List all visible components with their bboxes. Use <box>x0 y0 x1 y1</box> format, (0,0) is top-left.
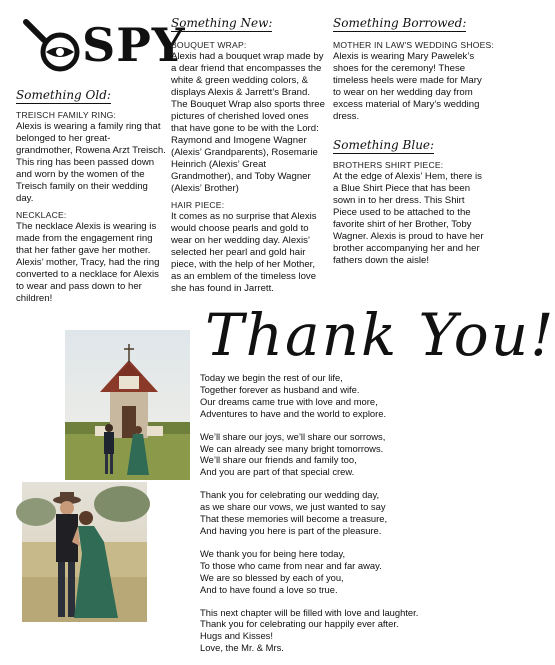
poem-line: To those who came from near and far away. <box>200 559 382 571</box>
label-shirt-piece: BROTHERS SHIRT PIECE: <box>333 160 444 170</box>
poem-line: Thank you for celebrating our wedding day, <box>200 489 380 501</box>
text-bouquet-wrap: Alexis had a bouquet wrap made by a dear friend that encompasses the white & green wedding colors, & displays Alexis & Jarrett’s Brand. The Bouquet Wrap also sports three pictures of cherished loved ones that have gone to be with the Lord: Raymond and Imogene Wagner (Alexis’ Grandparents), Rosemarie Heinrich (Alexis’ Great Grandmother), and Toby Wagner (Alexis’ Brother) <box>171 51 325 194</box>
poem-line: We’ll share our friends and family too, <box>200 454 357 466</box>
text-hair-piece: It comes as no surprise that Alexis would choose pearls and gold to wear on her wedding day. Alexis’ selected her pearl and gold hair piece, with the help of her Mother, as an emblem of the timeless love she has found in Jarrett. <box>171 211 317 294</box>
poem-line: Thank you for celebrating our happily ever after. <box>200 618 399 630</box>
poem-line: Love, the Mr. & Mrs. <box>200 642 284 654</box>
poem-line: as we share our vows, we just wanted to say <box>200 501 386 513</box>
heading-something-borrowed: Something Borrowed: <box>333 16 467 30</box>
poem-line: We’ll share our joys, we’ll share our sorrows, <box>200 430 386 442</box>
photo-couple-field <box>22 482 147 622</box>
label-hair-piece: HAIR PIECE: <box>171 200 225 210</box>
poem-line: Together forever as husband and wife. <box>200 383 360 395</box>
photo-couple-chapel <box>65 330 190 480</box>
thank-you-title: Thank You! <box>205 301 555 369</box>
poem-line: Hugs and Kisses! <box>200 630 273 642</box>
thank-you-poem <box>200 372 490 665</box>
poem-line: Our dreams came true with love and more, <box>200 395 378 407</box>
text-shirt-piece: At the edge of Alexis’ Hem, there is a Blue Shirt Piece that has been sown in to her dress. This Shirt Piece used to be attached to the favorite shirt of her Brother, Toby Wagner. Alexis is proud to have her brother accompanying her and her fathers down the aisle! <box>333 171 484 266</box>
poem-stanza <box>200 548 490 596</box>
poem-stanza <box>200 372 490 420</box>
heading-something-blue: Something Blue: <box>333 138 435 152</box>
poem-stanza <box>200 431 490 479</box>
heading-something-old: Something Old: <box>16 88 111 102</box>
poem-stanza <box>200 489 490 537</box>
text-wedding-shoes: Alexis is wearing Mary Pawelek’s shoes for the ceremony! These timeless heels were made for Mary to wear on her wedding day from excess material of Mary’s wedding dress. <box>333 51 482 122</box>
heading-something-new: Something New: <box>171 16 273 30</box>
poem-stanza <box>200 607 490 655</box>
poem-line: And you are part of that special crew. <box>200 466 355 478</box>
logo-text: SPY <box>82 18 186 72</box>
text-treisch-ring: Alexis is wearing a family ring that belonged to her great-grandmother, Rowena Arzt Treisch. This ring has been passed down and worn by the women of the Treisch family on their wedding day. <box>16 121 166 204</box>
poem-line: This next chapter will be filled with love and laughter. <box>200 606 419 618</box>
poem-line: And having you here is part of the pleasure. <box>200 524 382 536</box>
text-necklace: The necklace Alexis is wearing is made from the engagement ring that her father gave her mother. Alexis’ mother, Tracy, had the ring converted to a necklace for Alexis to wear and pass down to her children! <box>16 221 160 304</box>
poem-line: Today we begin the rest of our life, <box>200 372 343 383</box>
poem-line: We thank you for being here today, <box>200 547 346 559</box>
label-necklace: NECKLACE: <box>16 210 67 220</box>
label-bouquet-wrap: BOUQUET WRAP: <box>171 40 247 50</box>
label-treisch-ring: TREISCH FAMILY RING: <box>16 110 117 120</box>
poem-line: And to have found a love so true. <box>200 583 338 595</box>
label-wedding-shoes: MOTHER IN LAW'S WEDDING SHOES: <box>333 40 495 50</box>
poem-line: Adventures to have and the world to explore. <box>200 407 387 419</box>
poem-line: We can already see many bright tomorrows. <box>200 442 384 454</box>
poem-line: That these memories will become a treasure, <box>200 513 388 525</box>
i-spy-logo <box>20 18 186 74</box>
poem-line: We are so blessed by each of you, <box>200 571 344 583</box>
magnifying-glass-eye-icon <box>20 18 84 74</box>
